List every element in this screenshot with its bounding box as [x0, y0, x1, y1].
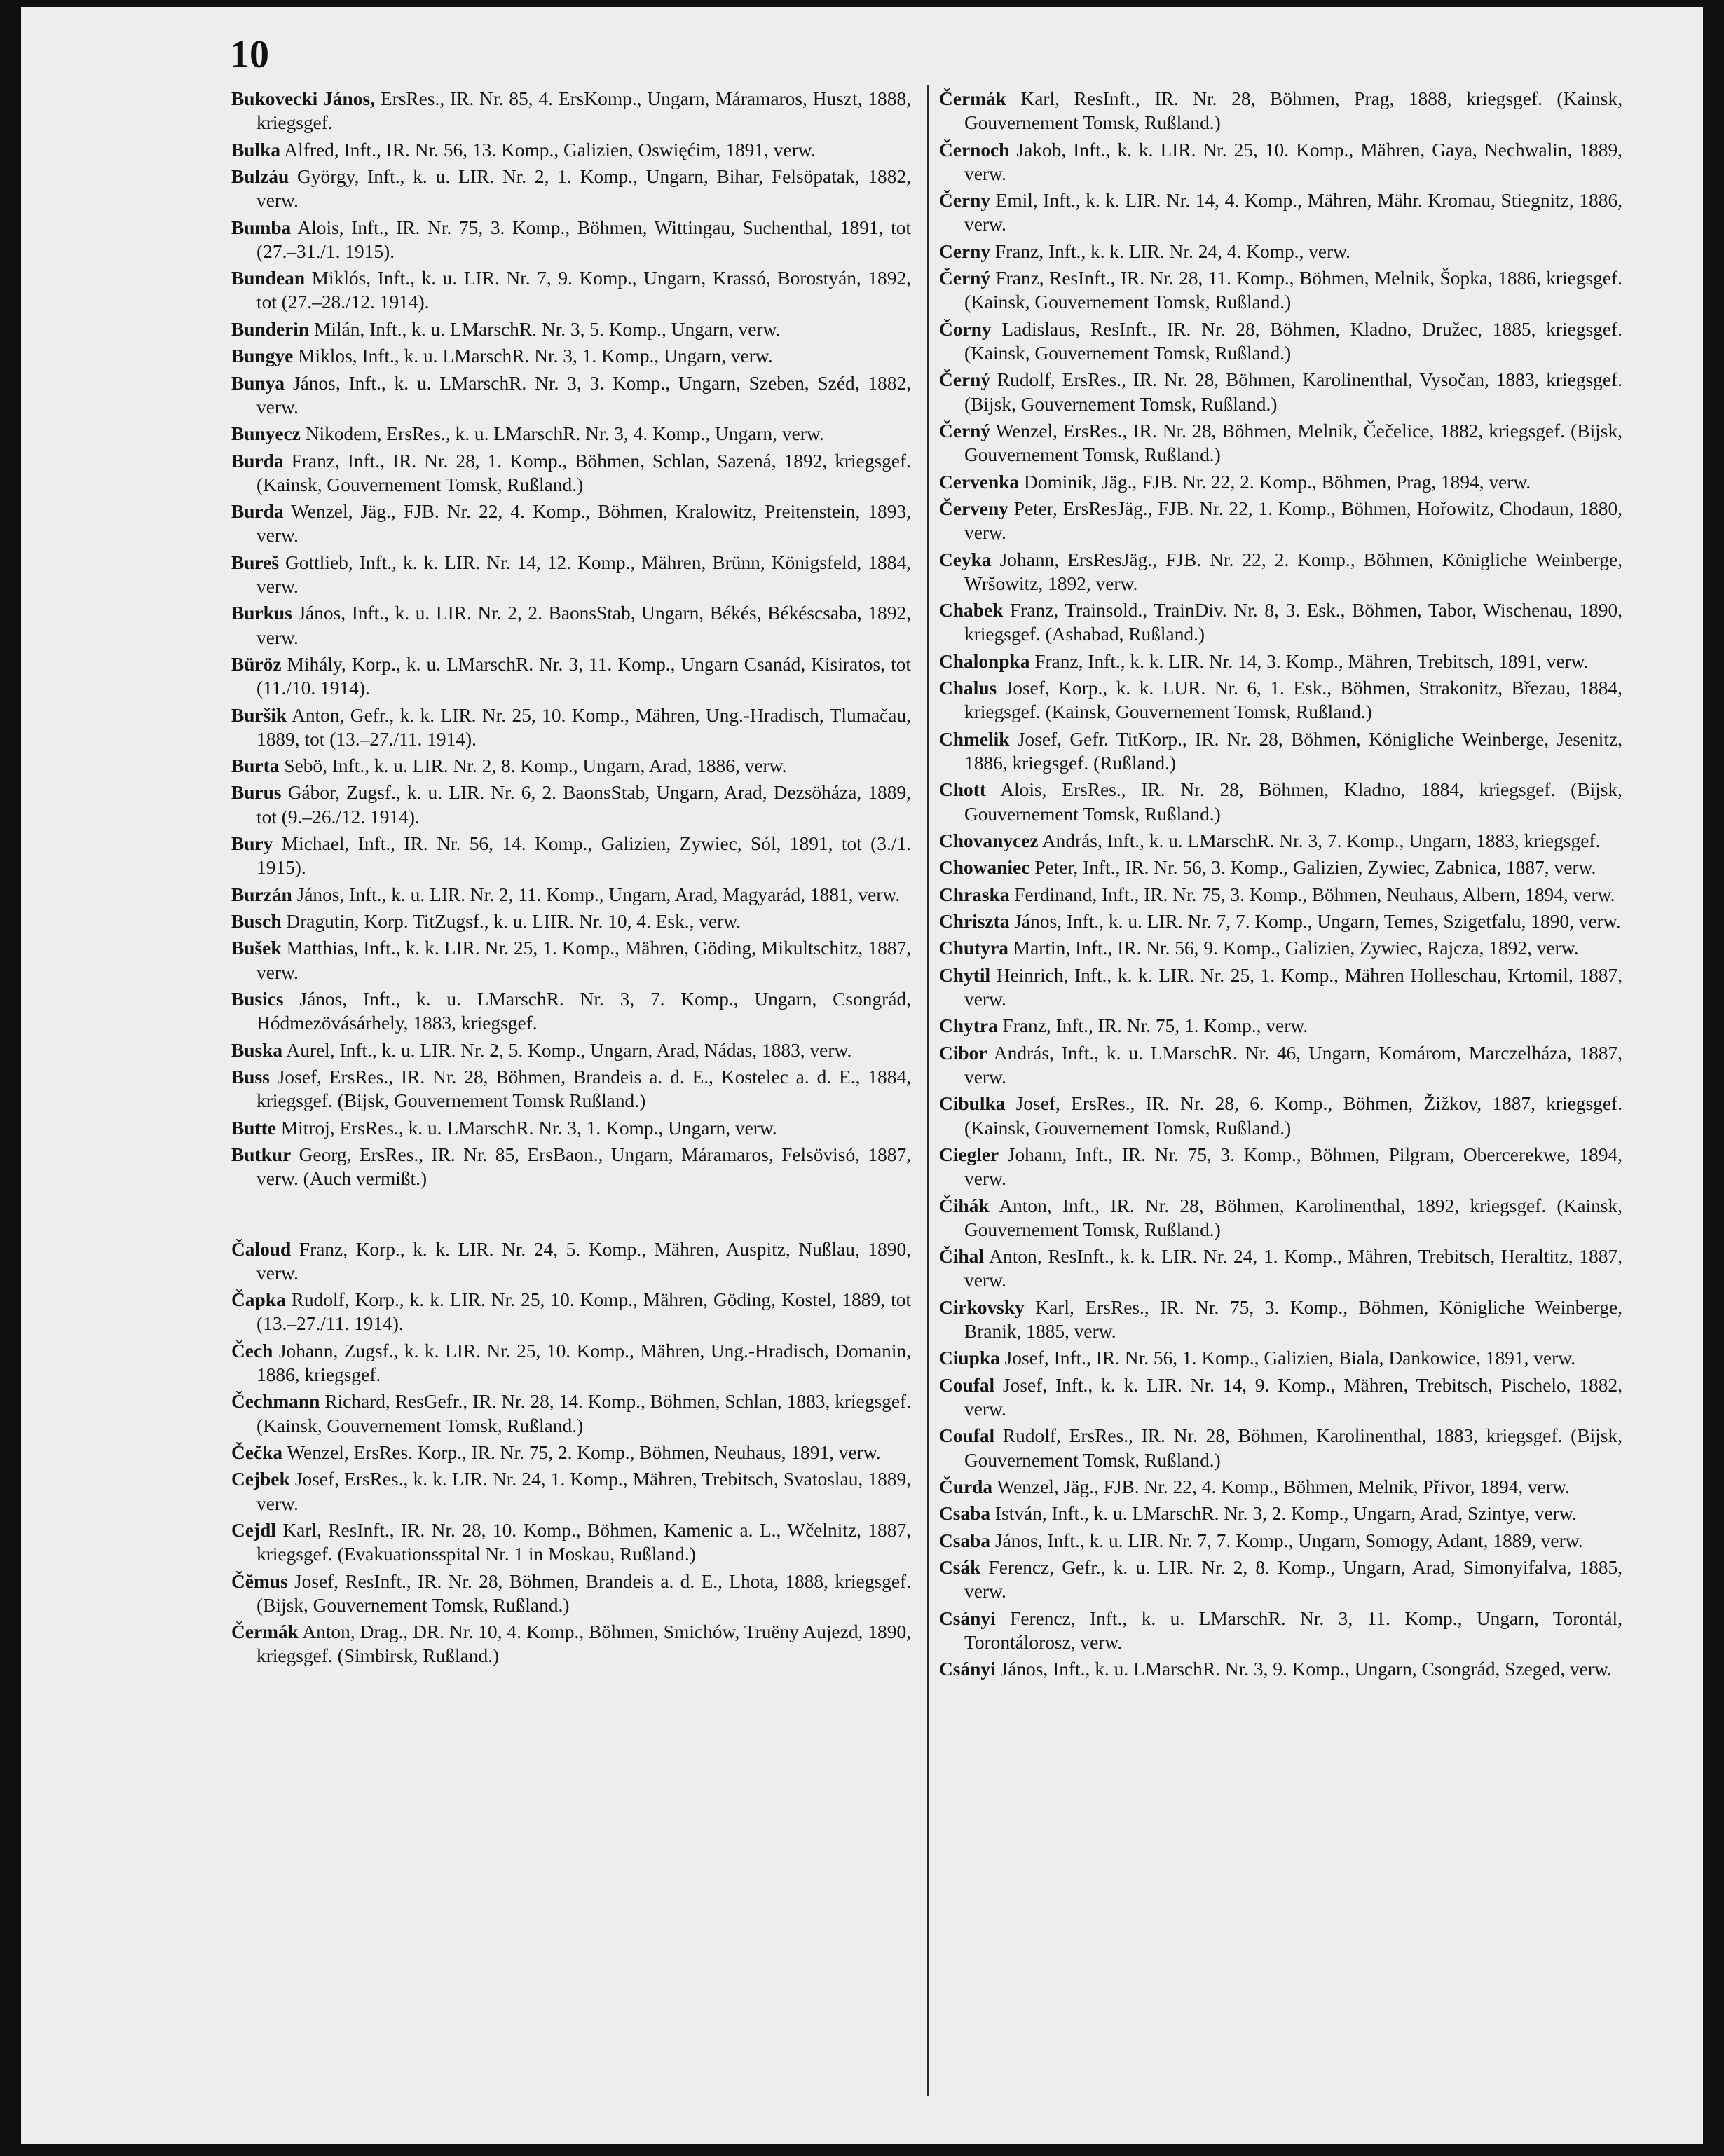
entry-surname: Burzán [231, 884, 292, 905]
entry-surname: Bureš [231, 551, 279, 573]
list-entry [231, 832, 911, 879]
list-entry [231, 551, 911, 598]
list-entry [939, 778, 1622, 825]
left-column [231, 87, 911, 1671]
list-entry [231, 987, 911, 1035]
entry-surname: Ciupka [939, 1347, 1000, 1369]
entry-surname: Cejbek [231, 1469, 290, 1490]
entry-details: Richard, ResGefr., IR. Nr. 28, 14. Komp., Böhmen, Schlan, 1883, kriegsgef. (Kainsk, Gouvernement Tomsk, Rußland.) [256, 1391, 911, 1436]
entry-details: Josef, Korp., k. k. LUR. Nr. 6, 1. Esk., Böhmen, Strakonitz, Březau, 1884, kriegsgef. (Kainsk, Gouvernement Tomsk, Rußland.) [964, 678, 1622, 723]
entry-surname: Čihák [939, 1195, 990, 1216]
entry-surname: Csaba [939, 1503, 991, 1525]
list-entry [231, 883, 911, 907]
list-entry [231, 652, 911, 700]
entry-details: Alois, Inft., IR. Nr. 75, 3. Komp., Böhmen, Wittingau, Suchenthal, 1891, tot (27.–31./1. 1915). [256, 217, 911, 262]
list-entry [231, 344, 911, 368]
entry-surname: Cervenka [939, 471, 1020, 493]
entry-surname: Busch [231, 911, 282, 933]
entry-details: Franz, Inft., k. k. LIR. Nr. 24, 4. Komp., verw. [990, 240, 1351, 262]
list-entry [231, 500, 911, 547]
entry-details: Miklos, Inft., k. u. LMarschR. Nr. 3, 1. Komp., Ungarn, verw. [293, 345, 773, 367]
list-entry [231, 422, 911, 446]
entry-surname: Buršik [231, 704, 287, 726]
list-entry [231, 216, 911, 263]
list-entry [939, 419, 1622, 467]
list-entry [939, 936, 1622, 960]
entry-details: ErsRes., IR. Nr. 85, 4. ErsKomp., Ungarn, Máramaros, Huszt, 1888, kriegsgef. [256, 88, 911, 134]
list-entry [231, 371, 911, 419]
entry-surname: Burta [231, 755, 280, 777]
entry-details: Rudolf, ErsRes., IR. Nr. 28, Böhmen, Karolinenthal, Vysočan, 1883, kriegsgef. (Bijsk, Gouvernement Tomsk, Rußland.) [964, 369, 1622, 415]
list-entry [939, 963, 1622, 1011]
entry-details: Mihály, Korp., k. u. LMarschR. Nr. 3, 11. Komp., Ungarn Csanád, Kisiratos, tot (11./10. 1914). [256, 653, 911, 699]
entry-details: István, Inft., k. u. LMarschR. Nr. 3, 2. Komp., Ungarn, Arad, Szintye, verw. [990, 1503, 1577, 1525]
entry-details: Sebö, Inft., k. u. LIR. Nr. 2, 8. Komp., Ungarn, Arad, 1886, verw. [279, 755, 787, 777]
entry-details: Ferdinand, Inft., IR. Nr. 75, 3. Komp., Böhmen, Neuhaus, Albern, 1894, verw. [1009, 884, 1615, 905]
list-entry [231, 1038, 911, 1062]
entry-surname: Buss [231, 1066, 270, 1088]
entry-details: Ferencz, Inft., k. u. LMarschR. Nr. 3, 11. Komp., Ungarn, Torontál, Torontálorosz, verw. [964, 1607, 1622, 1653]
entry-surname: Čečka [231, 1441, 283, 1463]
entry-surname: Bulka [231, 139, 281, 160]
list-entry [231, 1116, 911, 1140]
list-entry [939, 1092, 1622, 1139]
entry-details: Josef, Inft., k. k. LIR. Nr. 14, 9. Komp., Mähren, Trebitsch, Pischelo, 1882, verw. [964, 1374, 1622, 1420]
entry-details: Rudolf, ErsRes., IR. Nr. 28, Böhmen, Karolinenthal, 1883, kriegsgef. (Bijsk, Gouvernement Tomsk, Rußland.) [964, 1425, 1622, 1471]
entry-surname: Butte [231, 1117, 276, 1139]
entry-surname: Bunderin [231, 318, 310, 340]
entry-surname: Büröz [231, 653, 282, 675]
entry-surname: Cerny [939, 240, 991, 262]
right-column [939, 87, 1622, 1684]
entry-details: Wenzel, Jäg., FJB. Nr. 22, 4. Komp., Böhmen, Kralowitz, Preitenstein, 1893, verw. [256, 501, 911, 547]
entry-surname: Chabek [939, 600, 1004, 622]
entry-surname: Chytra [939, 1015, 998, 1037]
entry-surname: Chott [939, 779, 986, 801]
entry-surname: Busics [231, 989, 284, 1010]
list-entry [231, 266, 911, 314]
entry-details: Heinrich, Inft., k. k. LIR. Nr. 25, 1. Komp., Mähren Holleschau, Krtomil, 1887, verw. [964, 964, 1622, 1010]
list-entry [939, 676, 1622, 724]
entry-details: Ferencz, Gefr., k. u. LIR. Nr. 2, 8. Komp., Ungarn, Arad, Simonyifalva, 1885, verw. [964, 1557, 1622, 1602]
list-entry [231, 1620, 911, 1668]
list-entry [939, 1041, 1622, 1089]
entry-details: András, Inft., k. u. LMarschR. Nr. 3, 7. Komp., Ungarn, 1883, kriegsgef. [1038, 830, 1601, 851]
section-gap [231, 1194, 911, 1237]
list-entry [939, 650, 1622, 673]
list-entry [939, 856, 1622, 879]
entry-surname: Bunya [231, 372, 285, 394]
entry-details: Dragutin, Korp. TitZugsf., k. u. LIIR. Nr. 10, 4. Esk., verw. [281, 911, 741, 933]
list-entry [939, 598, 1622, 646]
entry-surname: Burda [231, 450, 284, 472]
entry-details: János, Inft., k. u. LIR. Nr. 2, 11. Komp., Ungarn, Arad, Magyarád, 1881, verw. [292, 884, 901, 905]
list-entry [231, 781, 911, 828]
entry-surname: Bungye [231, 345, 294, 367]
list-entry [939, 1657, 1622, 1681]
list-entry [231, 1339, 911, 1387]
entry-surname: Bundean [231, 268, 306, 289]
entry-details: Mitroj, ErsRes., k. u. LMarschR. Nr. 3, 1. Komp., Ungarn, verw. [275, 1117, 777, 1139]
entry-surname: Cibor [939, 1042, 987, 1064]
document-page [21, 7, 1703, 2144]
entry-surname: Ceyka [939, 549, 992, 570]
list-entry [231, 449, 911, 497]
list-entry [231, 1518, 911, 1566]
entry-details: Gottlieb, Inft., k. k. LIR. Nr. 14, 12. Komp., Mähren, Brünn, Königsfeld, 1884, verw. [256, 551, 911, 597]
entry-surname: Csányi [939, 1659, 996, 1680]
entry-details: Franz, Trainsold., TrainDiv. Nr. 8, 3. Esk., Böhmen, Tabor, Wischenau, 1890, kriegsgef. (Ashabad, Rußland.) [964, 600, 1622, 645]
entry-details: János, Inft., k. u. LIR. Nr. 7, 7. Komp., Ungarn, Somogy, Adant, 1889, verw. [990, 1530, 1583, 1551]
list-entry [939, 1014, 1622, 1038]
list-entry [231, 1288, 911, 1336]
entry-details: Michael, Inft., IR. Nr. 56, 14. Komp., Galizien, Zywiec, Sól, 1891, tot (3./1. 1915). [256, 833, 911, 879]
list-entry [939, 138, 1622, 186]
entry-details: Peter, Inft., IR. Nr. 56, 3. Komp., Galizien, Zywiec, Zabnica, 1887, verw. [1029, 857, 1596, 879]
list-entry [939, 266, 1622, 314]
entry-surname: Černý [939, 420, 991, 441]
entry-details: Emil, Inft., k. k. LIR. Nr. 14, 4. Komp., Mähren, Mähr. Kromau, Stiegnitz, 1886, verw. [964, 190, 1622, 235]
list-entry [939, 548, 1622, 596]
list-entry [231, 165, 911, 212]
list-entry [231, 601, 911, 649]
entry-details: Franz, Inft., k. k. LIR. Nr. 14, 3. Komp., Mähren, Trebitsch, 1891, verw. [1029, 650, 1589, 672]
list-entry [939, 497, 1622, 544]
entry-surname: Čermák [231, 1621, 299, 1643]
entry-surname: Černý [939, 268, 991, 289]
list-entry [939, 1502, 1622, 1525]
column-divider [927, 85, 929, 2096]
list-entry [939, 1529, 1622, 1553]
entry-surname: Burda [231, 501, 284, 523]
entry-details: Josef, ErsRes., k. k. LIR. Nr. 24, 1. Komp., Mähren, Trebitsch, Svatoslau, 1889, verw. [256, 1469, 911, 1514]
entry-surname: Černy [939, 190, 991, 212]
entry-surname: Černoch [939, 139, 1010, 160]
entry-surname: Bulzáu [231, 165, 289, 187]
entry-details: Rudolf, Korp., k. k. LIR. Nr. 25, 10. Komp., Mähren, Göding, Kostel, 1889, tot (13.–27./11. 1914). [256, 1289, 911, 1335]
list-entry [231, 1389, 911, 1437]
entry-details: János, Inft., k. u. LIR. Nr. 2, 2. BaonsStab, Ungarn, Békés, Békéscsaba, 1892, verw. [256, 603, 911, 648]
entry-details: Franz, ResInft., IR. Nr. 28, 11. Komp., Böhmen, Melnik, Šopka, 1886, kriegsgef. (Kainsk, Gouvernement Tomsk, Rußland.) [964, 268, 1622, 313]
entry-details: Martin, Inft., IR. Nr. 56, 9. Komp., Galizien, Zywiec, Rajcza, 1892, verw. [1008, 938, 1579, 959]
entry-surname: Čaloud [231, 1238, 292, 1260]
entry-details: Johann, Inft., IR. Nr. 75, 3. Komp., Böhmen, Pilgram, Obercerekwe, 1894, verw. [964, 1144, 1622, 1190]
entry-details: Wenzel, ErsRes., IR. Nr. 28, Böhmen, Melnik, Čečelice, 1882, kriegsgef. (Bijsk, Gouvernement Tomsk, Rußland.) [964, 420, 1622, 466]
entry-details: János, Inft., k. u. LIR. Nr. 7, 7. Komp., Ungarn, Temes, Szigetfalu, 1890, verw. [1009, 911, 1621, 933]
entry-surname: Coufal [939, 1425, 995, 1447]
entry-details: Alfred, Inft., IR. Nr. 56, 13. Komp., Galizien, Oswięćim, 1891, verw. [280, 139, 816, 160]
page-number: 10 [230, 33, 269, 76]
list-entry [231, 1467, 911, 1515]
entry-details: Karl, ResInft., IR. Nr. 28, Böhmen, Prag, 1888, kriegsgef. (Kainsk, Gouvernement Tomsk, Rußland.) [964, 88, 1622, 134]
entry-surname: Coufal [939, 1374, 995, 1396]
list-entry [939, 188, 1622, 236]
list-entry [231, 703, 911, 751]
entry-details: Franz, Inft., IR. Nr. 75, 1. Komp., verw. [997, 1015, 1308, 1037]
entry-details: Anton, Drag., DR. Nr. 10, 4. Komp., Böhmen, Smichów, Truëny Aujezd, 1890, kriegsgef. (Simbirsk, Rußland.) [256, 1621, 911, 1667]
list-entry [939, 829, 1622, 853]
list-entry [939, 1143, 1622, 1190]
entry-details: Josef, ResInft., IR. Nr. 28, Böhmen, Brandeis a. d. E., Lhota, 1888, kriegsgef. (Bijsk, Gouvernement Tomsk, Rußland.) [256, 1570, 911, 1616]
entry-details: Franz, Korp., k. k. LIR. Nr. 24, 5. Komp., Mähren, Auspitz, Nußlau, 1890, verw. [256, 1238, 911, 1284]
entry-details: György, Inft., k. u. LIR. Nr. 2, 1. Komp., Ungarn, Bihar, Felsöpatak, 1882, verw. [256, 165, 911, 212]
entry-details: Josef, Gefr. TitKorp., IR. Nr. 28, Böhmen, Königliche Weinberge, Jesenitz, 1886, kriegsgef. (Rußland.) [964, 728, 1622, 774]
entry-details: Georg, ErsRes., IR. Nr. 85, ErsBaon., Ungarn, Máramaros, Felsövisó, 1887, verw. (Auch vermißt.) [256, 1144, 911, 1190]
list-entry [939, 1607, 1622, 1654]
list-entry [939, 470, 1622, 494]
entry-details: Wenzel, ErsRes. Korp., IR. Nr. 75, 2. Komp., Böhmen, Neuhaus, 1891, verw. [282, 1441, 881, 1463]
entry-details: Karl, ResInft., IR. Nr. 28, 10. Komp., Böhmen, Kamenic a. L., Wčelnitz, 1887, kriegsgef. (Evakuationsspital Nr. 1 in Moskau, Rußland.) [256, 1519, 911, 1565]
entry-surname: Čurda [939, 1476, 993, 1497]
list-entry [939, 1556, 1622, 1603]
entry-surname: Chytil [939, 964, 991, 986]
entry-surname: Ciegler [939, 1144, 999, 1166]
entry-details: János, Inft., k. u. LMarschR. Nr. 3, 3. Komp., Ungarn, Szeben, Széd, 1882, verw. [256, 372, 911, 418]
list-entry [231, 909, 911, 933]
list-entry [939, 883, 1622, 907]
entry-surname: Csák [939, 1557, 981, 1579]
entry-surname: Csaba [939, 1530, 991, 1551]
list-entry [939, 1346, 1622, 1370]
list-entry [231, 1441, 911, 1464]
entry-surname: Bumba [231, 217, 292, 238]
entry-details: Anton, ResInft., k. k. LIR. Nr. 24, 1. Komp., Mähren, Trebitsch, Heraltitz, 1887, verw. [964, 1246, 1622, 1291]
entry-details: Milán, Inft., k. u. LMarschR. Nr. 3, 5. Komp., Ungarn, verw. [309, 318, 781, 340]
list-entry [231, 1237, 911, 1285]
entry-surname: Čermák [939, 88, 1006, 109]
entry-surname: Bušek [231, 938, 282, 959]
entry-surname: Chowaniec [939, 857, 1030, 879]
entry-surname: Chmelik [939, 728, 1010, 750]
list-entry [939, 87, 1622, 135]
list-entry [231, 936, 911, 984]
entry-surname: Cejdl [231, 1519, 276, 1541]
entry-surname: Bury [231, 833, 273, 855]
list-entry [231, 87, 911, 135]
entry-details: Peter, ErsResJäg., FJB. Nr. 22, 1. Komp., Böhmen, Hořowitz, Chodaun, 1880, verw. [964, 497, 1622, 544]
list-entry [231, 1570, 911, 1617]
entry-surname: Černý [939, 369, 991, 391]
entry-details: Wenzel, Jäg., FJB. Nr. 22, 4. Komp., Böhmen, Melnik, Přivor, 1894, verw. [992, 1476, 1570, 1497]
entry-surname: Chriszta [939, 911, 1010, 933]
list-entry [231, 1065, 911, 1113]
entry-surname: Burus [231, 782, 282, 804]
entry-details: Dominik, Jäg., FJB. Nr. 22, 2. Komp., Böhmen, Prag, 1894, verw. [1019, 471, 1531, 493]
entry-details: Anton, Inft., IR. Nr. 28, Böhmen, Karolinenthal, 1892, kriegsgef. (Kainsk, Gouvernement Tomsk, Rußland.) [964, 1195, 1622, 1240]
entry-details: Ladislaus, ResInft., IR. Nr. 28, Böhmen, Kladno, Družec, 1885, kriegsgef. (Kainsk, Gouvernement Tomsk, Rußland.) [964, 318, 1622, 364]
entry-surname: Buska [231, 1039, 283, 1061]
entry-details: András, Inft., k. u. LMarschR. Nr. 46, Ungarn, Komárom, Marczelháza, 1887, verw. [964, 1042, 1622, 1088]
list-entry [939, 317, 1622, 365]
entry-surname: Csányi [939, 1607, 996, 1629]
entry-surname: Chalus [939, 678, 997, 699]
list-entry [939, 368, 1622, 416]
entry-details: Johann, ErsResJäg., FJB. Nr. 22, 2. Komp., Böhmen, Königliche Weinberge, Wršowitz, 1892, verw. [964, 549, 1622, 594]
entry-details: Jakob, Inft., k. k. LIR. Nr. 25, 10. Komp., Mähren, Gaya, Nechwalin, 1889, verw. [964, 139, 1622, 184]
entry-details: Josef, Inft., IR. Nr. 56, 1. Komp., Galizien, Biala, Dankowice, 1891, verw. [999, 1347, 1576, 1369]
entry-details: Nikodem, ErsRes., k. u. LMarschR. Nr. 3, 4. Komp., Ungarn, verw. [300, 423, 824, 445]
entry-surname: Burkus [231, 603, 292, 624]
entry-details: Matthias, Inft., k. k. LIR. Nr. 25, 1. Komp., Mähren, Göding, Mikultschitz, 1887, verw. [256, 938, 911, 983]
entry-details: Franz, Inft., IR. Nr. 28, 1. Komp., Böhmen, Schlan, Sazená, 1892, kriegsgef. (Kainsk, Gouvernement Tomsk, Rußland.) [256, 450, 911, 495]
list-entry [939, 240, 1622, 263]
entry-surname: Čihal [939, 1246, 984, 1268]
list-entry [231, 317, 911, 341]
entry-details: János, Inft., k. u. LMarschR. Nr. 3, 9. Komp., Ungarn, Csongrád, Szeged, verw. [995, 1659, 1612, 1680]
list-entry [939, 1194, 1622, 1242]
list-entry [939, 1475, 1622, 1499]
entry-details: Karl, ErsRes., IR. Nr. 75, 3. Komp., Böhmen, Königliche Weinberge, Branik, 1885, verw. [964, 1296, 1622, 1342]
list-entry [939, 1373, 1622, 1421]
list-entry [231, 138, 911, 162]
entry-surname: Chovanycez [939, 830, 1039, 851]
entry-surname: Bukovecki János, [231, 88, 375, 109]
entry-surname: Cibulka [939, 1093, 1006, 1115]
entry-details: Gábor, Zugsf., k. u. LIR. Nr. 6, 2. BaonsStab, Ungarn, Arad, Dezsöháza, 1889, tot (9.–26./12. 1914). [256, 782, 911, 828]
list-entry [939, 1424, 1622, 1471]
list-entry [939, 1296, 1622, 1343]
entry-surname: Čěmus [231, 1570, 288, 1592]
entry-surname: Butkur [231, 1144, 292, 1166]
entry-surname: Čechmann [231, 1391, 320, 1413]
entry-details: Johann, Zugsf., k. k. LIR. Nr. 25, 10. Komp., Mähren, Ung.-Hradisch, Domanin, 1886, kriegsgef. [256, 1340, 911, 1385]
entry-details: Josef, ErsRes., IR. Nr. 28, Böhmen, Brandeis a. d. E., Kostelec a. d. E., 1884, kriegsgef. (Bijsk, Gouvernement Tomsk Rußland.) [256, 1066, 911, 1112]
entry-details: Aurel, Inft., k. u. LIR. Nr. 2, 5. Komp., Ungarn, Arad, Nádas, 1883, verw. [282, 1039, 852, 1061]
entry-surname: Chraska [939, 884, 1010, 905]
entry-surname: Čapka [231, 1289, 286, 1311]
entry-details: Alois, ErsRes., IR. Nr. 28, Böhmen, Kladno, 1884, kriegsgef. (Bijsk, Gouvernement Tomsk, Rußland.) [964, 779, 1622, 825]
list-entry [231, 1143, 911, 1190]
entry-details: János, Inft., k. u. LMarschR. Nr. 3, 7. Komp., Ungarn, Csongrád, Hódmezövásárhely, 1883, kriegsgef. [256, 989, 911, 1034]
list-entry [939, 909, 1622, 933]
list-entry [231, 754, 911, 778]
entry-surname: Chutyra [939, 938, 1008, 959]
entry-details: Miklós, Inft., k. u. LIR. Nr. 7, 9. Komp., Ungarn, Krassó, Borostyán, 1892, tot (27.–28./12. 1914). [256, 268, 911, 313]
entry-surname: Cirkovsky [939, 1296, 1025, 1318]
entry-details: Anton, Gefr., k. k. LIR. Nr. 25, 10. Komp., Mähren, Ung.-Hradisch, Tlumačau, 1889, tot (13.–27./11. 1914). [256, 704, 911, 750]
entry-surname: Chalonpka [939, 650, 1030, 672]
entry-surname: Čech [231, 1340, 273, 1361]
list-entry [939, 727, 1622, 775]
list-entry [939, 1244, 1622, 1292]
entry-surname: Čorny [939, 318, 992, 340]
entry-details: Josef, ErsRes., IR. Nr. 28, 6. Komp., Böhmen, Žižkov, 1887, kriegsgef. (Kainsk, Gouvernement Tomsk, Rußland.) [964, 1093, 1622, 1139]
entry-surname: Bunyecz [231, 423, 301, 445]
entry-surname: Červeny [939, 497, 1008, 519]
